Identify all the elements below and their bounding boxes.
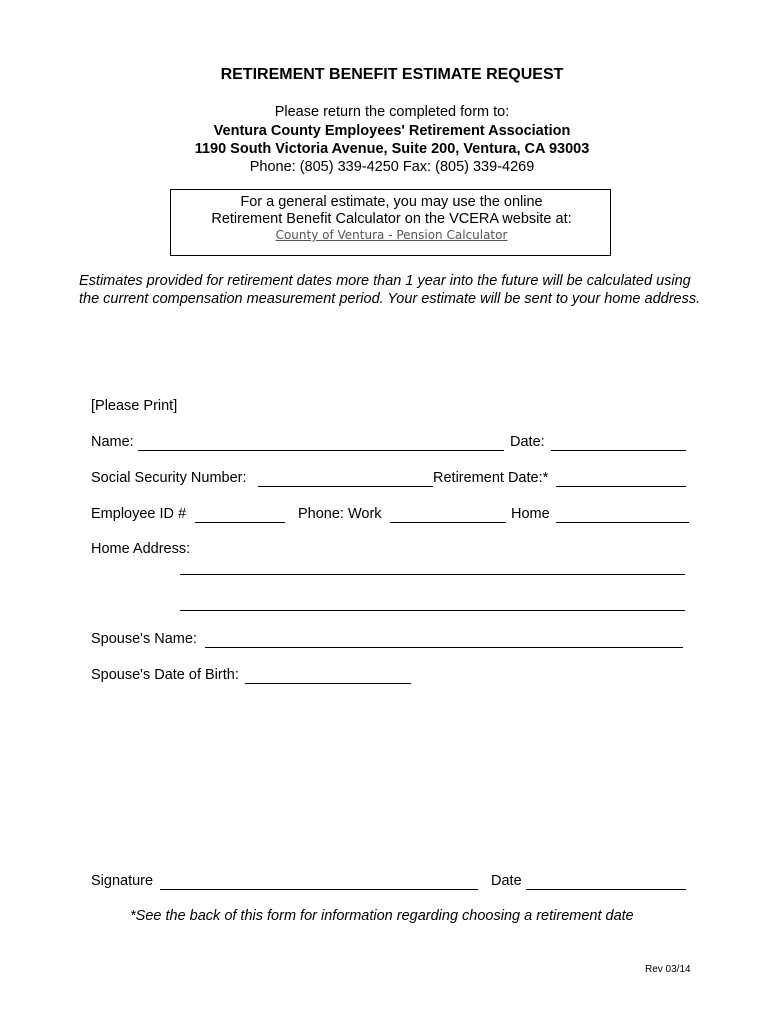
org-address: 1190 South Victoria Avenue, Suite 200, Ventura, CA 93003 (194, 141, 590, 157)
please-print-label: [Please Print] (91, 398, 178, 414)
signature-date-label: Date (491, 873, 522, 889)
phone-home-field[interactable] (556, 522, 689, 523)
home-address-line-1[interactable] (180, 574, 685, 575)
signature-date-field[interactable] (526, 889, 686, 890)
home-address-line-2[interactable] (180, 610, 685, 611)
name-label: Name: (91, 434, 134, 450)
date-label: Date: (510, 434, 545, 450)
spouse-name-label: Spouse's Name: (91, 631, 197, 647)
phone-home-label: Home (511, 506, 550, 522)
estimate-note-line-2: the current compensation measurement period. Your estimate will be sent to your home address. (79, 291, 701, 307)
calculator-line-1: For a general estimate, you may use the online (240, 194, 543, 210)
calculator-line-2: Retirement Benefit Calculator on the VCERA website at: (211, 211, 572, 227)
return-intro: Please return the completed form to: (274, 104, 510, 120)
name-field[interactable] (138, 450, 504, 451)
retirement-date-field[interactable] (556, 486, 686, 487)
phone-work-label: Phone: Work (298, 506, 382, 522)
date-field[interactable] (551, 450, 686, 451)
pension-calculator-link[interactable]: County of Ventura - Pension Calculator (275, 228, 508, 242)
signature-label: Signature (91, 873, 154, 889)
ssn-field[interactable] (258, 486, 433, 487)
spouse-dob-field[interactable] (245, 683, 411, 684)
signature-field[interactable] (160, 889, 478, 890)
spouse-dob-label: Spouse's Date of Birth: (91, 667, 239, 683)
calculator-info-box (170, 189, 611, 256)
form-title: RETIREMENT BENEFIT ESTIMATE REQUEST (220, 66, 564, 83)
ssn-label: Social Security Number: (91, 470, 247, 486)
revision-label: Rev 03/14 (645, 964, 691, 975)
employee-id-label: Employee ID # (91, 506, 187, 522)
footnote: *See the back of this form for information regarding choosing a retirement date (130, 908, 634, 924)
org-name: Ventura County Employees' Retirement Association (213, 123, 571, 139)
spouse-name-field[interactable] (205, 647, 683, 648)
retirement-date-label: Retirement Date:* (433, 470, 549, 486)
phone-work-field[interactable] (390, 522, 506, 523)
estimate-note-line-1: Estimates provided for retirement dates more than 1 year into the future will be calculated using (79, 273, 691, 289)
org-contact: Phone: (805) 339-4250 Fax: (805) 339-4269 (249, 159, 535, 175)
home-address-label: Home Address: (91, 541, 191, 557)
employee-id-field[interactable] (195, 522, 285, 523)
